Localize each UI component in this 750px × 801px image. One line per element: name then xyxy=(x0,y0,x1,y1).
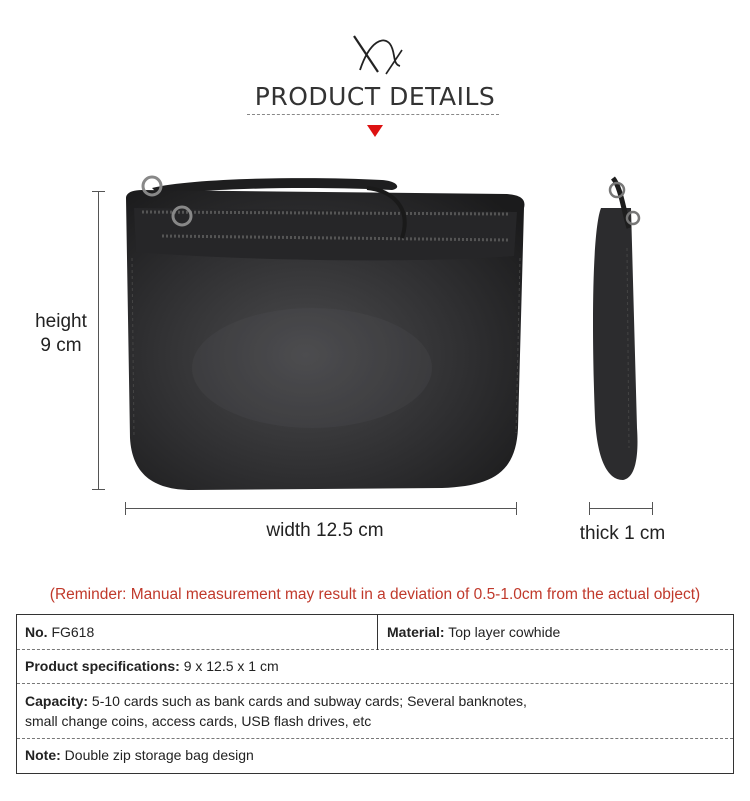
down-arrow-icon xyxy=(367,125,383,137)
width-measure-cap-left xyxy=(125,502,126,515)
material-key: Material: xyxy=(387,624,445,640)
specifications-key: Product specifications: xyxy=(25,658,180,674)
thick-label: thick 1 cm xyxy=(579,523,666,544)
wallet-front-image xyxy=(112,168,532,498)
number-cell xyxy=(17,624,377,640)
spec-table xyxy=(16,614,734,774)
number-key: No. xyxy=(25,624,48,640)
note-value: Double zip storage bag design xyxy=(64,747,254,763)
material-cell xyxy=(379,624,733,640)
height-measure-cap-top xyxy=(92,191,105,192)
width-measure-cap-right xyxy=(516,502,517,515)
measurement-reminder: (Reminder: Manual measurement may result in a deviation of 0.5-1.0cm from the actual object) xyxy=(49,586,701,603)
capacity-value-line-2: small change coins, access cards, USB flash drives, etc xyxy=(25,713,372,729)
material-value: Top layer cowhide xyxy=(448,624,561,640)
wallet-side-image xyxy=(583,168,668,490)
height-measure-line xyxy=(98,191,99,489)
specifications-value: 9 x 12.5 x 1 cm xyxy=(183,658,279,674)
number-value: FG618 xyxy=(51,624,95,640)
height-label-value: 9 cm xyxy=(40,335,82,356)
title-underline xyxy=(247,114,499,115)
note-key: Note: xyxy=(25,747,61,763)
spec-row-specifications xyxy=(17,650,733,684)
height-label xyxy=(28,310,94,358)
note-cell xyxy=(17,747,733,763)
needle-thread-icon xyxy=(340,30,410,80)
column-divider xyxy=(377,615,378,650)
height-label-word: height xyxy=(35,311,87,332)
thick-measure-cap-left xyxy=(589,502,590,515)
width-measure-line xyxy=(125,508,516,509)
page-title: PRODUCT DETAILS xyxy=(254,82,496,111)
thick-measure-line xyxy=(589,508,652,509)
capacity-key: Capacity: xyxy=(25,693,89,709)
spec-row-number-material xyxy=(17,615,733,650)
capacity-cell xyxy=(17,691,733,731)
width-label: width 12.5 cm xyxy=(266,520,384,541)
height-measure-cap-bottom xyxy=(92,489,105,490)
thick-measure-cap-right xyxy=(652,502,653,515)
specifications-cell xyxy=(17,658,733,674)
capacity-value-line-1: 5-10 cards such as bank cards and subway cards; Several banknotes, xyxy=(91,693,527,709)
spec-row-note xyxy=(17,739,733,773)
spec-row-capacity xyxy=(17,684,733,739)
